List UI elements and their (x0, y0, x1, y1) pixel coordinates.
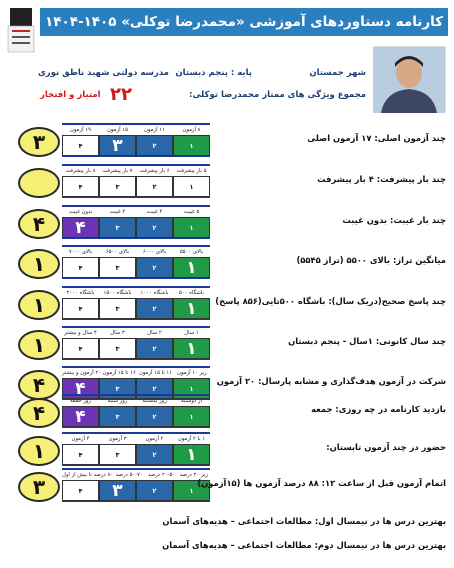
level-box: ۲ (136, 378, 173, 399)
level-box: ۳ (99, 298, 136, 319)
level-heading: ۴ غیبت (146, 209, 163, 215)
level-heading: ۱ یا ۲ آزمون (177, 436, 206, 442)
row-score-circle: ۱ (18, 249, 60, 279)
row-score-circle: ۱ (18, 330, 60, 360)
level-box: ۴ (62, 217, 99, 238)
level-heading: ۲ آزمون (145, 436, 164, 442)
achievement-row (0, 286, 454, 326)
level-box: ۱ (173, 217, 210, 238)
level-heading: ۲ غیبت (109, 209, 126, 215)
level-box: ۱ (173, 338, 210, 359)
row-label: چند پاسخ صحیح(دریک سال): باشگاه ۵۰۰تایی(۸۵۶ پاسخ) (215, 296, 446, 306)
row-score-circle: ۱ (18, 436, 60, 466)
level-heading: ۸ بار پیشرفت (65, 168, 96, 174)
level-heading: زیر ۱۰ آزمون (177, 370, 207, 376)
level-heading: ۳ سال (110, 330, 125, 336)
row-score-circle: ۴ (18, 209, 60, 239)
level-grid (62, 205, 210, 239)
level-box: ۱ (173, 480, 210, 501)
level-box: ۳ (99, 444, 136, 465)
student-city: شهر جمستان (309, 68, 366, 78)
level-box: ۲ (136, 135, 173, 156)
level-box: ۱ (173, 444, 210, 465)
student-grade: پایه : پنجم دبستان (175, 68, 252, 78)
level-box: ۱ (173, 378, 210, 399)
level-heading: روز شنبه (107, 398, 128, 404)
level-heading: ۲۰ آزمون و بیشتر (62, 370, 102, 376)
level-heading: ۷ بار پیشرفت (102, 168, 133, 174)
row-score-circle: ۳ (18, 127, 60, 157)
total-score: ۲۲ (110, 84, 132, 105)
row-label: شرکت در آزمون هدف‌گذاری و مشابه پارسال: ۲۰ آزمون (216, 376, 446, 386)
row-score-circle: ۴ (18, 370, 60, 400)
level-grid (62, 123, 210, 157)
row-label: اتمام آزمون قبل از ساعت ۱۲: ۸۸ درصد آزمون ها (۱۵آزمون) (197, 478, 446, 488)
student-school: مدرسه دولتی شهید ناطق نوری (38, 68, 169, 78)
row-label: حضور در چند آزمون تابستان: (326, 442, 446, 452)
level-grid (62, 245, 210, 279)
row-score-circle (18, 168, 60, 198)
level-heading: ۲۰-۵۰ درصد (147, 472, 176, 478)
row-label: میانگین تراز: بالای ۵۵۰۰ (تراز ۵۵۴۵) (296, 255, 446, 265)
achievement-row (0, 326, 454, 366)
featured-total-label: مجموع ویژگی های ممتاز محمدرضا توکلی: (189, 90, 366, 100)
level-box: ۲ (136, 444, 173, 465)
achievement-row (0, 394, 454, 434)
level-heading: ۲ سال (147, 330, 162, 336)
row-label: چند آزمون اصلی: ۱۷ آزمون اصلی (307, 133, 446, 143)
level-grid (62, 286, 210, 320)
level-box: ۴ (62, 176, 99, 197)
level-box: ۲ (136, 338, 173, 359)
level-box: ۳ (99, 176, 136, 197)
level-box: ۱ (173, 257, 210, 278)
level-box: ۱ (173, 176, 210, 197)
level-heading: ۸۰ درصد تا بیش از اول (62, 472, 114, 478)
level-box: ۳ (99, 217, 136, 238)
level-box: ۲ (136, 406, 173, 427)
level-box: ۳ (99, 378, 136, 399)
level-box: ۴ (62, 444, 99, 465)
level-box: ۲ (136, 480, 173, 501)
level-box: ۴ (62, 480, 99, 501)
level-heading: بالای ۷۰۰۰ (68, 249, 93, 255)
level-heading: ۶ بار پیشرفت (139, 168, 170, 174)
achievement-row (0, 468, 454, 508)
level-box: ۳ (99, 338, 136, 359)
level-grid (62, 468, 210, 502)
level-grid (62, 432, 210, 466)
level-box: ۳ (99, 135, 136, 156)
best-subjects-first-semester: بهترین درس ها در نیمسال اول: مطالعات اجتماعی – هدیه‌های آسمان (162, 516, 446, 526)
level-heading: ۳ آزمون (108, 436, 127, 442)
level-heading: باشگاه ۲۰۰۰ (66, 290, 95, 296)
level-heading: ۵ غیبت (183, 209, 200, 215)
logo (4, 6, 38, 54)
level-grid (62, 164, 210, 198)
level-heading: ۱۱ تا ۱۵ آزمون (139, 370, 173, 376)
level-grid (62, 326, 210, 360)
level-box: ۴ (62, 406, 99, 427)
level-heading: روز جمعه (69, 398, 92, 404)
level-box: ۲ (136, 176, 173, 197)
level-box: ۴ (62, 135, 99, 156)
achievement-row (0, 205, 454, 245)
level-heading: ۸ آزمون (182, 127, 201, 133)
level-heading: ۴ آزمون (71, 436, 90, 442)
level-heading: ۱۵ آزمون (107, 127, 128, 133)
row-label: چند سال کانونی: ۱سال - پنجم دبستان (288, 336, 446, 346)
level-box: ۳ (99, 257, 136, 278)
level-box: ۴ (62, 378, 99, 399)
achievement-row (0, 164, 454, 204)
level-box: ۴ (62, 257, 99, 278)
level-heading: باشگاه ۵۰۰ (178, 290, 205, 296)
level-heading: ۴ سال و بیشتر (64, 330, 97, 336)
level-box: ۱ (173, 135, 210, 156)
level-heading: بالای ۶۵۰۰ (105, 249, 130, 255)
level-box: ۲ (136, 298, 173, 319)
level-heading: بالای ۶۰۰۰ (142, 249, 167, 255)
level-box: ۱ (173, 298, 210, 319)
level-heading: زیر ۲۰ درصد (179, 472, 208, 478)
level-grid (62, 394, 210, 428)
achievement-row (0, 432, 454, 472)
level-heading: ۱ سال (184, 330, 199, 336)
level-heading: ۱۱ آزمون (144, 127, 165, 133)
level-heading: ۵۰-۷۰ درصد (115, 472, 143, 478)
level-heading: ۵ بار پیشرفت (176, 168, 207, 174)
level-heading: بدون غیبت (68, 209, 93, 215)
level-heading: ۱۶ تا ۱۵ آزمون (102, 370, 136, 376)
row-score-circle: ۳ (18, 472, 60, 502)
level-box: ۲ (136, 257, 173, 278)
page-title: کارنامه دستاوردهای آموزشی «محمدرضا توکلی» ۱۴۰۵-۱۴۰۴ (40, 8, 448, 36)
row-label: بازدید کارنامه در چه روزی: جمعه (311, 404, 446, 414)
level-heading: ۱۹ آزمون (70, 127, 91, 133)
level-heading: روز یکشنبه (142, 398, 167, 404)
level-box: ۲ (136, 217, 173, 238)
achievement-row (0, 123, 454, 163)
row-score-circle: ۴ (18, 398, 60, 428)
score-label: امتیاز و افتخار (40, 90, 101, 100)
row-label: چند بار پیشرفت: ۴ بار پیشرفت (317, 174, 446, 184)
level-box: ۳ (99, 406, 136, 427)
level-box: ۴ (62, 338, 99, 359)
level-heading: بالای ۵۵۰۰ (179, 249, 204, 255)
row-score-circle: ۱ (18, 290, 60, 320)
level-box: ۱ (173, 406, 210, 427)
best-subjects-second-semester: بهترین درس ها در نیمسال دوم: مطالعات اجتماعی – هدیه‌های آسمان (162, 540, 446, 550)
level-heading: باشگاه ۱۵۰۰ (103, 290, 132, 296)
student-photo (374, 46, 446, 112)
level-heading: باشگاه ۱۰۰۰ (140, 290, 169, 296)
achievement-row (0, 245, 454, 285)
level-box: ۴ (62, 298, 99, 319)
row-label: چند بار غیبت: بدون غیبت (342, 215, 446, 225)
level-box: ۳ (99, 480, 136, 501)
level-heading: از دوشنبه (180, 398, 203, 404)
